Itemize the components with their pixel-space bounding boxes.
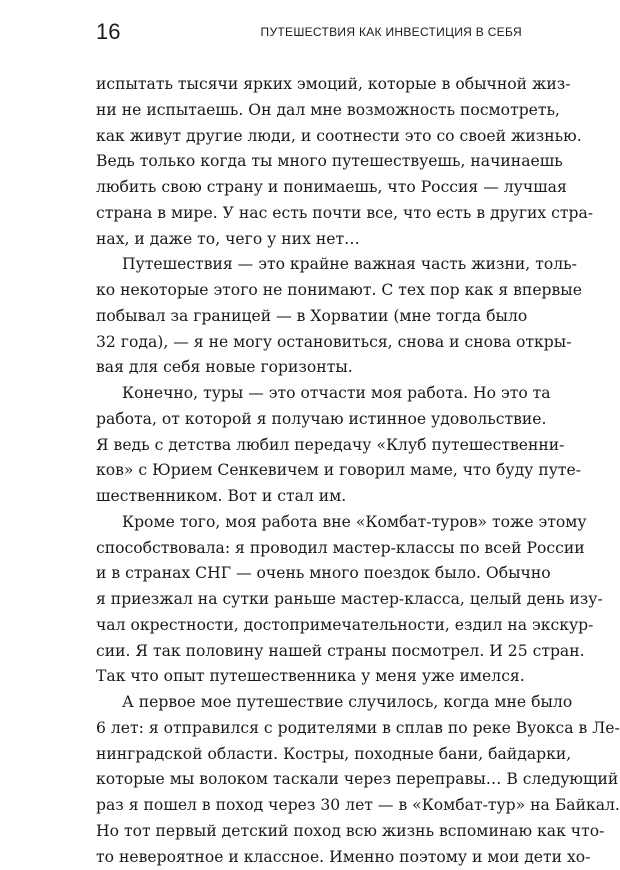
- text-line: ков» с Юрием Сенкевичем и говорил маме, что буду путе-: [96, 458, 526, 484]
- text-line: любить свою страну и понимаешь, что Россия — лучшая: [96, 175, 526, 201]
- text-line: страна в мире. У нас есть почти все, что есть в других стра-: [96, 201, 526, 227]
- text-line: как живут другие люди, и соотнести это со своей жизнью.: [96, 124, 526, 150]
- text-line: раз я пошел в поход через 30 лет — в «Комбат-тур» на Байкал.: [96, 793, 526, 819]
- text-line: побывал за границей — в Хорватии (мне тогда было: [96, 304, 526, 330]
- text-line: чал окрестности, достопримечательности, ездил на экскур-: [96, 613, 526, 639]
- text-line: 6 лет: я отправился с родителями в сплав по реке Вуокса в Ле-: [96, 716, 526, 742]
- text-line: которые мы волоком таскали через переправы… В следующий: [96, 767, 526, 793]
- page-number: 16: [96, 18, 120, 46]
- text-line: Ведь только когда ты много путешествуешь, начинаешь: [96, 149, 526, 175]
- body-text: [96, 72, 526, 870]
- text-line: Путешествия — это крайне важная часть жизни, толь-: [96, 252, 526, 278]
- text-line: и в странах СНГ — очень много поездок было. Обычно: [96, 561, 526, 587]
- text-line: ни не испытаешь. Он дал мне возможность посмотреть,: [96, 98, 526, 124]
- text-line: 32 года), — я не могу остановиться, снова и снова откры-: [96, 330, 526, 356]
- text-line: Кроме того, моя работа вне «Комбат-туров» тоже этому: [96, 510, 526, 536]
- text-line: способствовала: я проводил мастер-классы по всей России: [96, 536, 526, 562]
- paragraph: [96, 72, 526, 252]
- text-line: Но тот первый детский поход всю жизнь вспоминаю как что-: [96, 819, 526, 845]
- text-line: то невероятное и классное. Именно поэтому и мои дети хо-: [96, 845, 526, 870]
- text-line: Я ведь с детства любил передачу «Клуб путешественни-: [96, 433, 526, 459]
- paragraph: [96, 252, 526, 381]
- text-line: нах, и даже то, чего у них нет…: [96, 227, 526, 253]
- text-line: нинградской области. Костры, походные бани, байдарки,: [96, 742, 526, 768]
- text-line: ко некоторые этого не понимают. С тех пор как я впервые: [96, 278, 526, 304]
- text-line: я приезжал на сутки раньше мастер-класса, целый день изу-: [96, 587, 526, 613]
- text-line: Так что опыт путешественника у меня уже имелся.: [96, 664, 526, 690]
- text-line: Конечно, туры — это отчасти моя работа. Но это та: [96, 381, 526, 407]
- text-line: шественником. Вот и стал им.: [96, 484, 526, 510]
- running-title: ПУТЕШЕСТВИЯ КАК ИНВЕСТИЦИЯ В СЕБЯ: [261, 24, 522, 40]
- text-line: вая для себя новые горизонты.: [96, 355, 526, 381]
- paragraph: [96, 510, 526, 690]
- paragraph: [96, 381, 526, 510]
- text-line: А первое мое путешествие случилось, когда мне было: [96, 690, 526, 716]
- text-line: сии. Я так половину нашей страны посмотрел. И 25 стран.: [96, 639, 526, 665]
- paragraph: [96, 690, 526, 870]
- text-line: испытать тысячи ярких эмоций, которые в обычной жиз-: [96, 72, 526, 98]
- text-line: работа, от которой я получаю истинное удовольствие.: [96, 407, 526, 433]
